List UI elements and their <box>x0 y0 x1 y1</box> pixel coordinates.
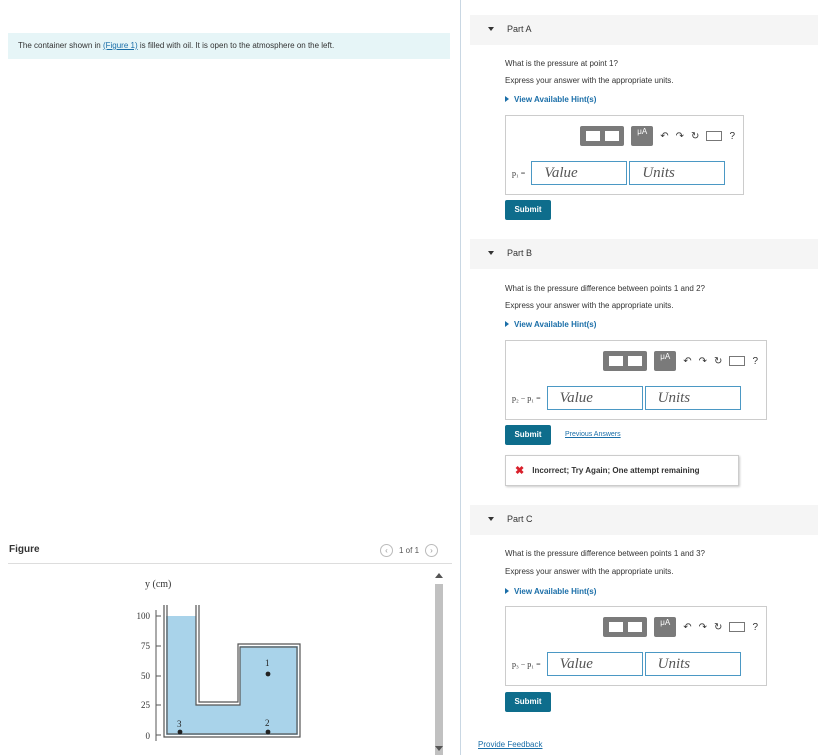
point-3 <box>178 730 183 735</box>
feedback-text: Incorrect; Try Again; One attempt remaining <box>532 466 700 475</box>
math-toolbar <box>580 126 735 146</box>
point-1-label: 1 <box>265 658 270 668</box>
keyboard-icon[interactable] <box>706 131 722 141</box>
caret-right-icon <box>505 96 509 102</box>
units-button[interactable]: μA <box>631 126 653 146</box>
help-icon[interactable]: ? <box>752 355 758 367</box>
part-c-answer-box <box>505 606 767 686</box>
variable-label: p₂ − p₁ = <box>512 393 541 403</box>
scroll-down-icon[interactable] <box>435 746 443 751</box>
value-input[interactable]: Value <box>547 652 643 676</box>
part-a-submit-button[interactable]: Submit <box>505 200 551 220</box>
y-ticks <box>137 611 162 741</box>
figure-pager <box>380 544 438 557</box>
part-a-question: What is the pressure at point 1? <box>505 59 618 68</box>
help-icon[interactable]: ? <box>729 130 735 142</box>
templates-icon[interactable] <box>603 351 647 371</box>
point-2 <box>266 730 271 735</box>
y-axis-label: y (cm) <box>145 579 172 590</box>
reset-icon[interactable]: ↻ <box>714 355 723 367</box>
templates-icon[interactable] <box>603 617 647 637</box>
part-a-header[interactable] <box>470 15 818 45</box>
caret-right-icon <box>505 321 509 327</box>
intro-text-end: is filled with oil. It is open to the atmosphere on the left. <box>137 41 335 50</box>
figure-scrollbar[interactable] <box>433 570 445 755</box>
point-2-label: 2 <box>265 718 270 728</box>
previous-answers-link[interactable]: Previous Answers <box>565 431 621 438</box>
part-c-input-row <box>512 652 743 676</box>
scroll-thumb[interactable] <box>435 584 443 755</box>
tick-label-100: 100 <box>136 611 150 621</box>
undo-icon[interactable]: ↶ <box>683 355 692 367</box>
redo-icon[interactable]: ↷ <box>675 130 685 142</box>
part-b-answer-box <box>505 340 767 420</box>
tick-label-25: 25 <box>141 700 150 710</box>
x-icon: ✖ <box>515 465 525 477</box>
hint-label: View Available Hint(s) <box>514 320 597 329</box>
units-button[interactable]: μA <box>654 617 676 637</box>
caret-right-icon <box>505 588 509 594</box>
part-b-question: What is the pressure difference between points 1 and 2? <box>505 284 705 293</box>
reset-icon[interactable]: ↻ <box>714 621 723 633</box>
collapse-icon <box>488 251 494 255</box>
part-a-hint-link[interactable] <box>505 95 596 104</box>
intro-text: The container shown in <box>18 41 103 50</box>
keyboard-icon[interactable] <box>729 356 745 366</box>
part-b-submit-button[interactable]: Submit <box>505 425 551 445</box>
variable-label: p₁ = <box>512 168 526 178</box>
part-c-submit-button[interactable]: Submit <box>505 692 551 712</box>
part-b-hint-link[interactable] <box>505 320 596 329</box>
value-input[interactable]: Value <box>547 386 643 410</box>
part-a-title: Part A <box>507 24 532 34</box>
tick-label-50: 50 <box>141 671 150 681</box>
math-toolbar <box>603 351 758 371</box>
tick-label-75: 75 <box>141 641 150 651</box>
units-input[interactable]: Units <box>645 652 741 676</box>
part-b-input-row <box>512 386 743 410</box>
undo-icon[interactable]: ↶ <box>660 130 669 142</box>
part-c-header[interactable] <box>470 505 818 535</box>
figure-link[interactable]: (Figure 1) <box>102 41 138 50</box>
reset-icon[interactable]: ↻ <box>691 130 700 142</box>
part-c-hint-link[interactable] <box>505 587 596 596</box>
keyboard-icon[interactable] <box>729 622 745 632</box>
hint-label: View Available Hint(s) <box>514 95 597 104</box>
part-a-input-row <box>512 161 727 185</box>
templates-icon[interactable] <box>580 126 624 146</box>
incorrect-feedback <box>505 455 739 486</box>
variable-label: p₃ − p₁ = <box>512 659 541 669</box>
figure-divider <box>8 563 452 564</box>
tick-label-0: 0 <box>145 731 150 741</box>
units-input[interactable]: Units <box>645 386 741 410</box>
next-figure-icon[interactable]: › <box>425 544 438 557</box>
part-b-title: Part B <box>507 248 533 258</box>
part-b-header[interactable] <box>470 239 818 269</box>
redo-icon[interactable]: ↷ <box>698 621 708 633</box>
container-diagram <box>0 565 430 755</box>
collapse-icon <box>488 27 494 31</box>
prev-figure-icon[interactable]: ‹ <box>380 544 393 557</box>
point-3-label: 3 <box>177 719 182 729</box>
panel-divider <box>460 0 461 755</box>
value-input[interactable]: Value <box>531 161 627 185</box>
figure-label: Figure <box>9 544 40 555</box>
redo-icon[interactable]: ↷ <box>698 355 708 367</box>
units-button[interactable]: μA <box>654 351 676 371</box>
collapse-icon <box>488 517 494 521</box>
part-b-instruction: Express your answer with the appropriate units. <box>505 301 674 310</box>
scroll-up-icon[interactable] <box>435 573 443 578</box>
help-icon[interactable]: ? <box>752 621 758 633</box>
undo-icon[interactable]: ↶ <box>683 621 692 633</box>
part-a-answer-box <box>505 115 744 195</box>
math-toolbar <box>603 617 758 637</box>
point-1 <box>266 672 271 677</box>
hint-label: View Available Hint(s) <box>514 587 597 596</box>
part-c-title: Part C <box>507 514 533 524</box>
part-a-instruction: Express your answer with the appropriate units. <box>505 76 674 85</box>
problem-intro <box>8 33 450 59</box>
part-c-instruction: Express your answer with the appropriate units. <box>505 567 674 576</box>
units-input[interactable]: Units <box>629 161 725 185</box>
oil-fill <box>166 616 298 735</box>
part-c-question: What is the pressure difference between points 1 and 3? <box>505 549 705 558</box>
provide-feedback-link[interactable]: Provide Feedback <box>478 740 543 749</box>
pager-text: 1 of 1 <box>399 546 420 555</box>
